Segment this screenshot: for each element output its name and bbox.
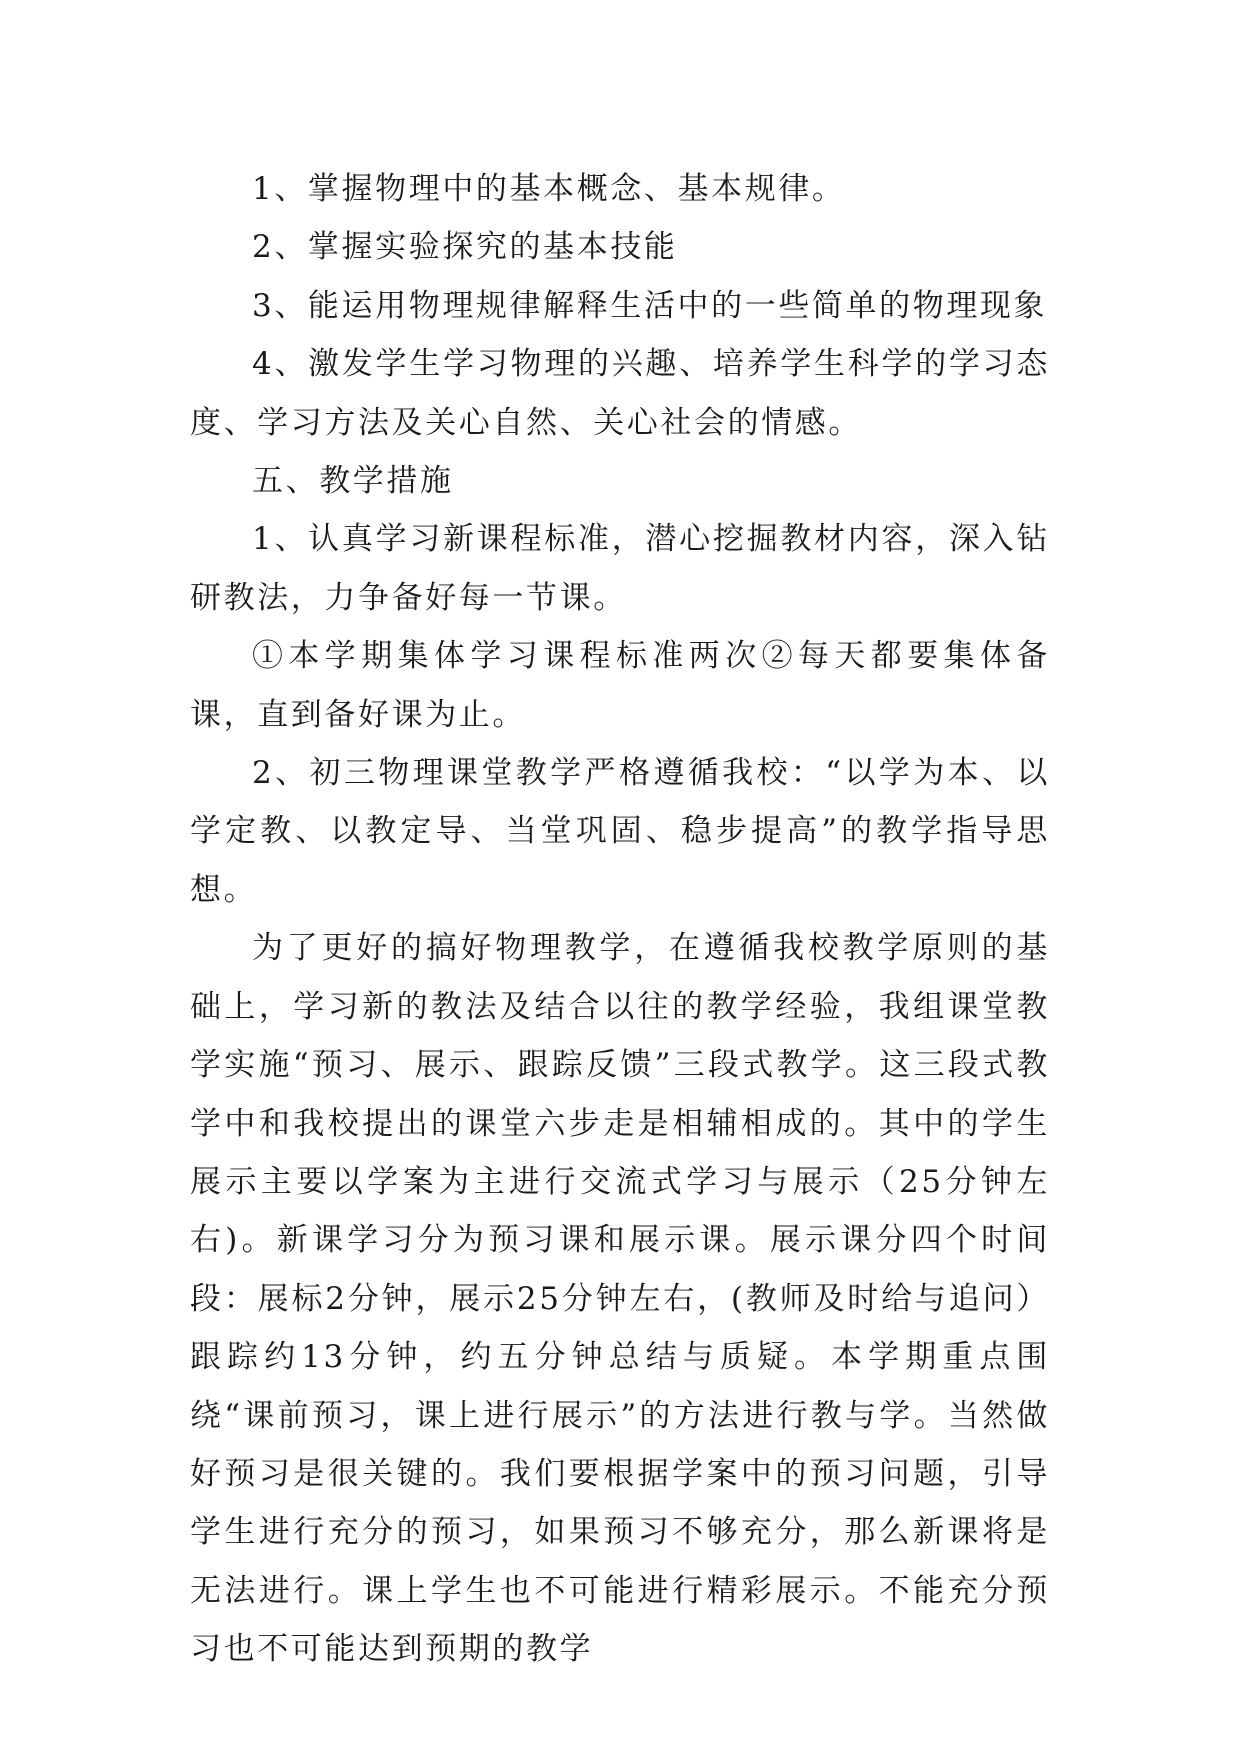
objective-3: 3、能运用物理规律解释生活中的一些简单的物理现象 (252, 287, 1048, 324)
measure-2: 2、初三物理课堂教学严格遵循我校：“以学为本、以学定教、以教定导、当堂巩固、稳步提高”的教学指导思想。 (190, 755, 1050, 908)
document-body (190, 160, 1050, 1679)
objective-1: 1、掌握物理中的基本概念、基本规律。 (252, 171, 846, 207)
objective-4: 4、激发学生学习物理的兴趣、培养学生科学的学习态度、学习方法及关心自然、关心社会的情感。 (190, 346, 1050, 441)
section-heading: 五、教学措施 (252, 463, 454, 500)
teaching-method-paragraph: 为了更好的搞好物理教学，在遵循我校教学原则的基础上，学习新的教法及结合以往的教学经验，我组课堂教学实施“预习、展示、跟踪反馈”三段式教学。这三段式教学中和我校提出的课堂六步走是相辅相成的。其中的学生展示主要以学案为主进行交流式学习与展示（25分钟左右)。新课学习分为预习课和展示课。展示课分四个时间段：展标2分钟，展示25分钟左右，(教师及时给与追问）跟踪约13分钟，约五分钟总结与质疑。本学期重点围绕“课前预习，课上进行展示”的方法进行教与学。当然做好预习是很关键的。我们要根据学案中的预习问题，引导学生进行充分的预习，如果预习不够充分，那么新课将是无法进行。课上学生也不可能进行精彩展示。不能充分预习也不可能达到预期的教学 (190, 930, 1050, 1668)
measure-1-detail: ①本学期集体学习课程标准两次②每天都要集体备课，直到备好课为止。 (190, 638, 1050, 733)
objective-2: 2、掌握实验探究的基本技能 (252, 229, 678, 266)
measure-1: 1、认真学习新课程标准，潜心挖掘教材内容，深入钻研教法，力争备好每一节课。 (190, 521, 1050, 616)
